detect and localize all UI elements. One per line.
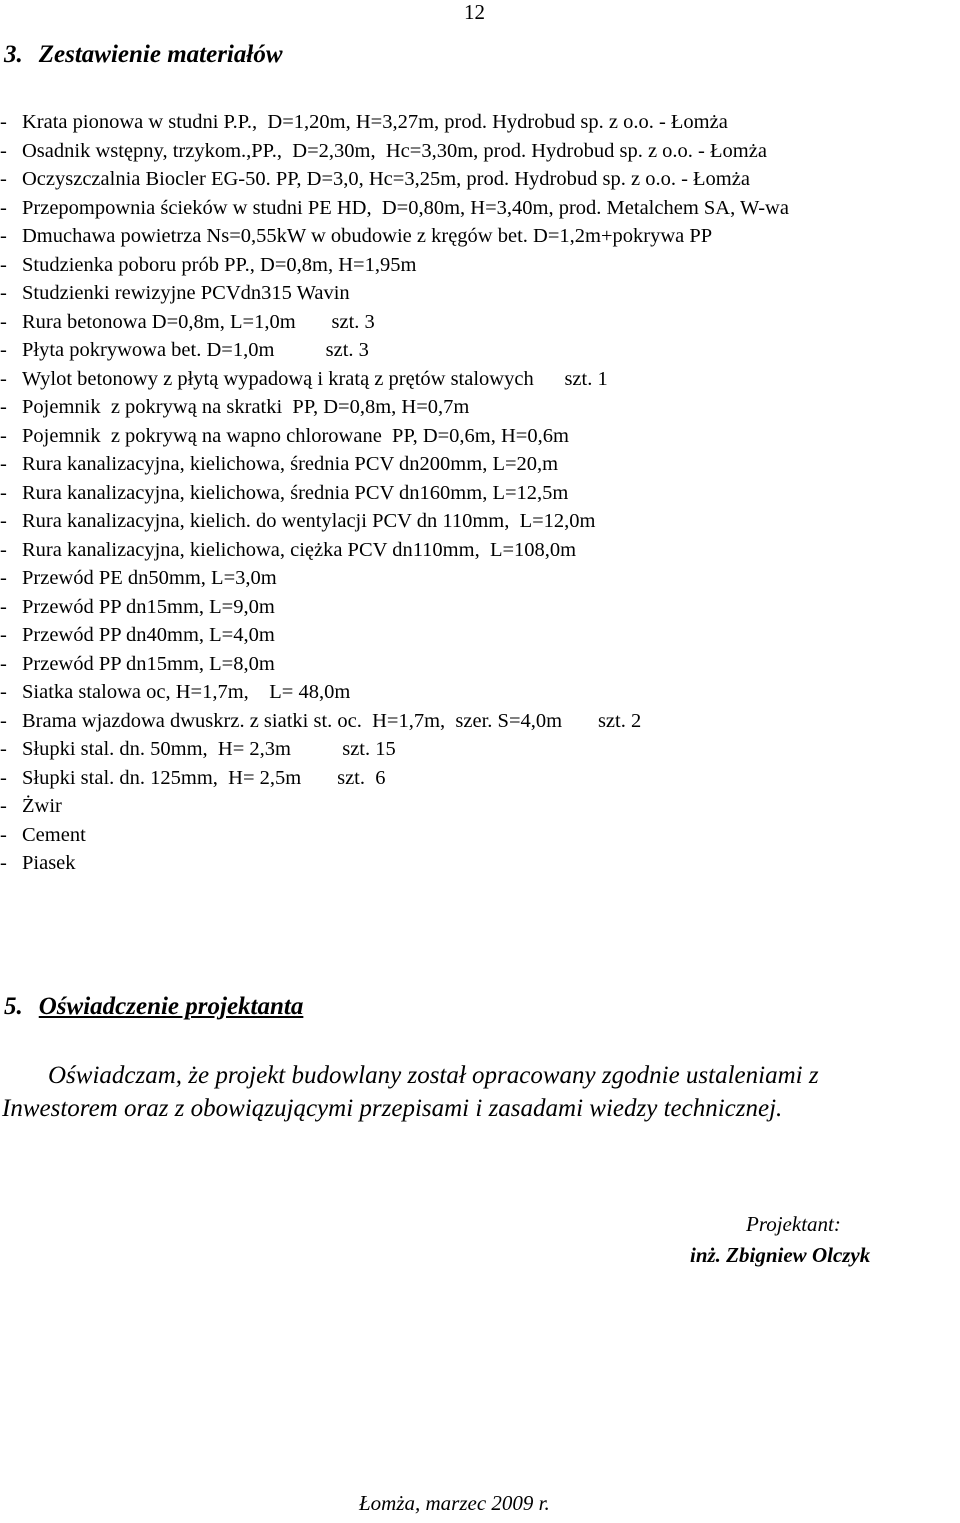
material-item: [0, 393, 960, 422]
material-item-text: Przewód PP dn40mm, L=4,0m: [22, 624, 275, 646]
material-item: [0, 194, 960, 223]
section-3-number: 3.: [4, 41, 23, 68]
material-item: [0, 792, 960, 821]
material-item-text: Osadnik wstępny, trzykom.,PP., D=2,30m, Hc=3,30m, prod. Hydrobud sp. z o.o. - Łomża: [22, 139, 767, 162]
place-and-date: Łomża, marzec 2009 r.: [359, 1491, 550, 1515]
list-dash: -: [0, 253, 7, 276]
section-3-title: Zestawienie materiałów: [38, 41, 283, 68]
material-item-text: Oczyszczalnia Biocler EG-50. PP, D=3,0, Hc=3,25m, prod. Hydrobud sp. z o.o. - Łomża: [22, 168, 750, 190]
list-dash: -: [0, 396, 7, 418]
material-item-text: Przewód PE dn50mm, L=3,0m: [22, 567, 277, 589]
list-dash: -: [0, 624, 7, 646]
material-item-text: Słupki stal. dn. 50mm, H= 2,3m szt. 15: [22, 738, 396, 760]
list-dash: -: [0, 795, 7, 817]
material-item-text: Pojemnik z pokrywą na wapno chlorowane PP, D=0,6m, H=0,6m: [22, 424, 569, 447]
material-item: [0, 507, 960, 536]
material-item-text: Rura kanalizacyjna, kielichowa, średnia PCV dn200mm, L=20,m: [22, 453, 559, 475]
list-dash: -: [0, 339, 7, 361]
material-item-text: Słupki stal. dn. 125mm, H= 2,5m szt. 6: [22, 766, 386, 789]
material-item-text: Pojemnik z pokrywą na skratki PP, D=0,8m, H=0,7m: [22, 396, 470, 418]
list-dash: -: [0, 823, 7, 846]
material-item: [0, 165, 960, 194]
section-3-heading: [4, 41, 283, 69]
material-item: [0, 222, 960, 251]
material-item: [0, 479, 960, 508]
list-dash: -: [0, 282, 7, 304]
list-dash: -: [0, 681, 7, 703]
material-item-text: Studzienki rewizyjne PCVdn315 Wavin: [22, 282, 350, 304]
material-item: [0, 678, 960, 707]
material-item: [0, 650, 960, 679]
material-item-text: Piasek: [22, 852, 76, 874]
material-item: [0, 564, 960, 593]
material-item: [0, 536, 960, 565]
material-item-text: Brama wjazdowa dwuskrz. z siatki st. oc. H=1,7m, szer. S=4,0m szt. 2: [22, 709, 642, 732]
list-dash: -: [0, 453, 7, 475]
list-dash: -: [0, 481, 7, 504]
material-item-text: Przewód PP dn15mm, L=9,0m: [22, 595, 275, 618]
list-dash: -: [0, 567, 7, 589]
material-item-text: Studzienka poboru prób PP., D=0,8m, H=1,95m: [22, 253, 417, 276]
list-dash: -: [0, 168, 7, 190]
material-item: [0, 251, 960, 280]
designer-declaration: [0, 1059, 960, 1125]
list-dash: -: [0, 652, 7, 675]
material-item-text: Dmuchawa powietrza Ns=0,55kW w obudowie z kręgów bet. D=1,2m+pokrywa PP: [22, 225, 713, 247]
material-item-text: Rura kanalizacyjna, kielichowa, ciężka PCV dn110mm, L=108,0m: [22, 538, 577, 561]
signature-role: Projektant:: [746, 1212, 841, 1236]
material-item: [0, 821, 960, 850]
list-dash: -: [0, 225, 7, 247]
material-item-text: Rura kanalizacyjna, kielichowa, średnia PCV dn160mm, L=12,5m: [22, 481, 569, 504]
declaration-line-1: Oświadczam, że projekt budowlany został opracowany zgodnie ustaleniami z: [48, 1062, 819, 1089]
signature-block: [690, 1208, 870, 1270]
page-number: 12: [464, 0, 485, 24]
material-item: [0, 450, 960, 479]
list-dash: -: [0, 510, 7, 532]
list-dash: -: [0, 852, 7, 874]
material-item: [0, 336, 960, 365]
material-item: [0, 137, 960, 166]
material-item-text: Wylot betonowy z płytą wypadową i kratą z prętów stalowych szt. 1: [22, 367, 608, 390]
material-item: [0, 365, 960, 394]
signature-name: inż. Zbigniew Olczyk: [690, 1243, 871, 1267]
section-5-heading: [4, 993, 303, 1021]
material-item-text: Płyta pokrywowa bet. D=1,0m szt. 3: [22, 339, 369, 361]
material-item-text: Przepompownia ścieków w studni PE HD, D=0,80m, H=3,40m, prod. Metalchem SA, W-wa: [22, 196, 789, 219]
list-dash: -: [0, 424, 7, 447]
list-dash: -: [0, 139, 7, 162]
material-item: [0, 108, 960, 137]
material-item: [0, 279, 960, 308]
list-dash: -: [0, 766, 7, 789]
material-item: [0, 593, 960, 622]
material-item-text: Przewód PP dn15mm, L=8,0m: [22, 652, 275, 675]
material-item: [0, 308, 960, 337]
list-dash: -: [0, 367, 7, 390]
list-dash: -: [0, 310, 7, 333]
material-item-text: Krata pionowa w studni P.P., D=1,20m, H=3,27m, prod. Hydrobud sp. z o.o. - Łomża: [22, 111, 728, 133]
list-dash: -: [0, 111, 7, 133]
list-dash: -: [0, 738, 7, 760]
materials-list: [0, 108, 960, 878]
list-dash: -: [0, 709, 7, 732]
material-item-text: Żwir: [22, 795, 62, 817]
material-item: [0, 849, 960, 878]
material-item: [0, 422, 960, 451]
material-item: [0, 621, 960, 650]
material-item-text: Cement: [22, 823, 86, 846]
section-5-number: 5.: [4, 993, 23, 1020]
material-item: [0, 707, 960, 736]
material-item: [0, 764, 960, 793]
material-item: [0, 735, 960, 764]
section-5-title: Oświadczenie projektanta: [38, 993, 304, 1020]
declaration-line-2: Inwestorem oraz z obowiązującymi przepisami i zasadami wiedzy technicznej.: [2, 1095, 783, 1122]
material-item-text: Rura betonowa D=0,8m, L=1,0m szt. 3: [22, 310, 375, 333]
material-item-text: Rura kanalizacyjna, kielich. do wentylacji PCV dn 110mm, L=12,0m: [22, 510, 596, 532]
list-dash: -: [0, 595, 7, 618]
material-item-text: Siatka stalowa oc, H=1,7m, L= 48,0m: [22, 681, 351, 703]
list-dash: -: [0, 538, 7, 561]
list-dash: -: [0, 196, 7, 219]
